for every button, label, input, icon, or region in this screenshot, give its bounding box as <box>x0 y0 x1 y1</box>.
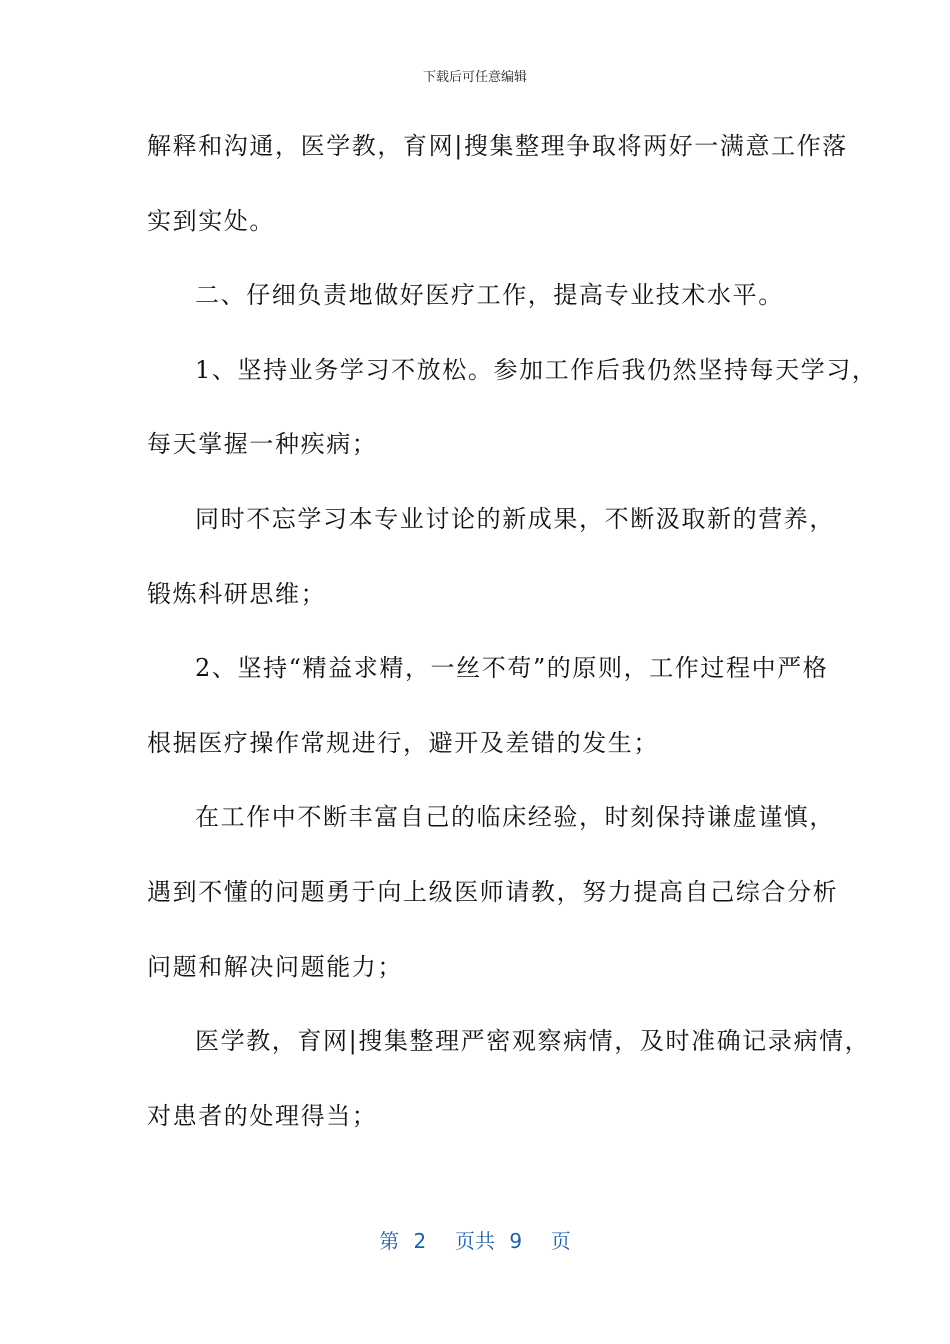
text-line: 1、坚持业务学习不放松。参加工作后我仍然坚持每天学习， <box>195 355 878 384</box>
text-line: 解释和沟通，医学教，育网|搜集整理争取将两好一满意工作落 <box>147 132 848 160</box>
text-line: 医学教，育网|搜集整理严密观察病情，及时准确记录病情， <box>195 1027 871 1056</box>
page-header-note: 下载后可任意编辑 <box>422 70 527 85</box>
section-heading: 二、仔细负责地做好医疗工作，提高专业技术水平。 <box>195 281 784 310</box>
text-line: 问题和解决问题能力； <box>147 952 403 981</box>
text-line: 遇到不懂的问题勇于向上级医师请教，努力提高自己综合分析 <box>147 877 839 906</box>
text-line: 每天掌握一种疾病； <box>147 430 378 459</box>
page-number-label: 第 2 页共 9 页 <box>379 1229 571 1253</box>
text-line: 锻炼科研思维； <box>147 579 327 608</box>
document-body <box>147 120 878 1164</box>
text-line: 在工作中不断丰富自己的临床经验，时刻保持谦虚谨慎， <box>195 803 835 832</box>
text-line: 对患者的处理得当； <box>147 1101 378 1130</box>
text-line: 同时不忘学习本专业讨论的新成果，不断汲取新的营养， <box>195 504 835 533</box>
text-line: 根据医疗操作常规进行，避开及差错的发生； <box>147 728 659 757</box>
text-line: 实到实处。 <box>147 206 275 235</box>
text-line: 2、坚持“精益求精，一丝不苟”的原则，工作过程中严格 <box>195 654 829 683</box>
page-footer <box>0 1225 950 1254</box>
